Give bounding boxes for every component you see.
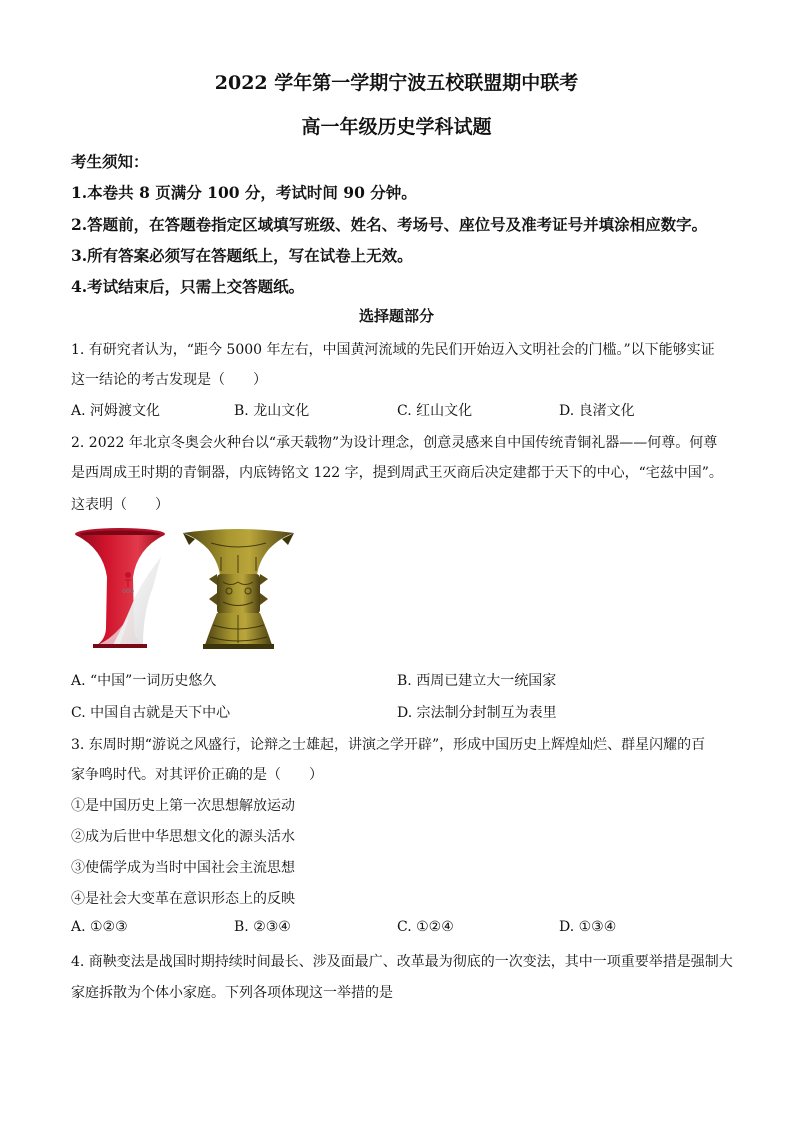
exam-title: 2022 学年第一学期宁波五校联盟期中联考 (214, 72, 579, 94)
q3-option-d: D. ①③④ (559, 919, 617, 935)
exam-subtitle: 高一年级历史学科试题 (301, 116, 492, 138)
q3-option-a: A. ①②③ (71, 919, 128, 935)
q2-option-c: C. 中国自古就是天下中心 (71, 705, 231, 721)
question-3-line: 家争鸣时代。对其评价正确的是（ ） (71, 767, 323, 783)
notice-item: 4.考试结束后，只需上交答题纸。 (71, 277, 305, 296)
question-3-statement: ③使儒学成为当时中国社会主流思想 (71, 860, 295, 876)
q2-option-a: A. “中国”一词历史悠久 (71, 673, 217, 689)
notice-heading: 考生须知： (71, 152, 149, 171)
question-2-line: 2. 2022 年北京冬奥会火种台以“承天载物”为设计理念，创意灵感来自中国传统青铜礼器——何尊。何尊 (71, 435, 718, 451)
q1-option-c: C. 红山文化 (397, 403, 473, 419)
question-1-line: 这一结论的考古发现是（ ） (71, 372, 267, 388)
flame-stand-image (73, 527, 168, 653)
question-2-line: 这表明（ ） (71, 497, 169, 513)
question-4-line: 4. 商鞅变法是战国时期持续时间最长、涉及面最广、改革最为彻底的一次变法，其中一项重要举措是强制大 (71, 954, 733, 970)
question-3-statement: ①是中国历史上第一次思想解放运动 (71, 798, 295, 814)
q2-option-b: B. 西周已建立大一统国家 (397, 673, 557, 689)
notice-item: 1.本卷共 8 页满分 100 分，考试时间 90 分钟。 (71, 183, 417, 202)
section-title: 选择题部分 (358, 307, 434, 325)
question-1-line: 1. 有研究者认为，“距今 5000 年左右，中国黄河流域的先民们开始迈入文明社会的门槛。”以下能够实证 (71, 342, 715, 358)
q1-option-d: D. 良渚文化 (559, 403, 635, 419)
notice-item: 3.所有答案必须写在答题纸上，写在试卷上无效。 (71, 246, 413, 265)
q3-option-b: B. ②③④ (234, 919, 291, 935)
question-4-line: 家庭拆散为个体小家庭。下列各项体现这一举措的是 (71, 985, 393, 1001)
question-3-statement: ②成为后世中华思想文化的源头活水 (71, 829, 295, 845)
q3-option-c: C. ①②④ (397, 919, 454, 935)
notice-item: 2.答题前，在答题卷指定区域填写班级、姓名、考场号、座位号及准考证号并填涂相应数字。 (71, 215, 708, 234)
question-2-line: 是西周成王时期的青铜器，内底铸铭文 122 字，提到周武王灭商后决定建都于天下的中心，“宅兹中国”。 (71, 465, 723, 481)
question-3-statement: ④是社会大变革在意识形态上的反映 (71, 891, 295, 907)
q2-option-d: D. 宗法制分封制互为表里 (397, 705, 557, 721)
question-3-line: 3. 东周时期“游说之风盛行，论辩之士雄起，讲演之学开辟”，形成中国历史上辉煌灿烂、群星闪耀的百 (71, 737, 706, 753)
he-zun-bronze-image (181, 527, 296, 655)
q1-option-b: B. 龙山文化 (234, 403, 310, 419)
q1-option-a: A. 河姆渡文化 (71, 403, 161, 419)
